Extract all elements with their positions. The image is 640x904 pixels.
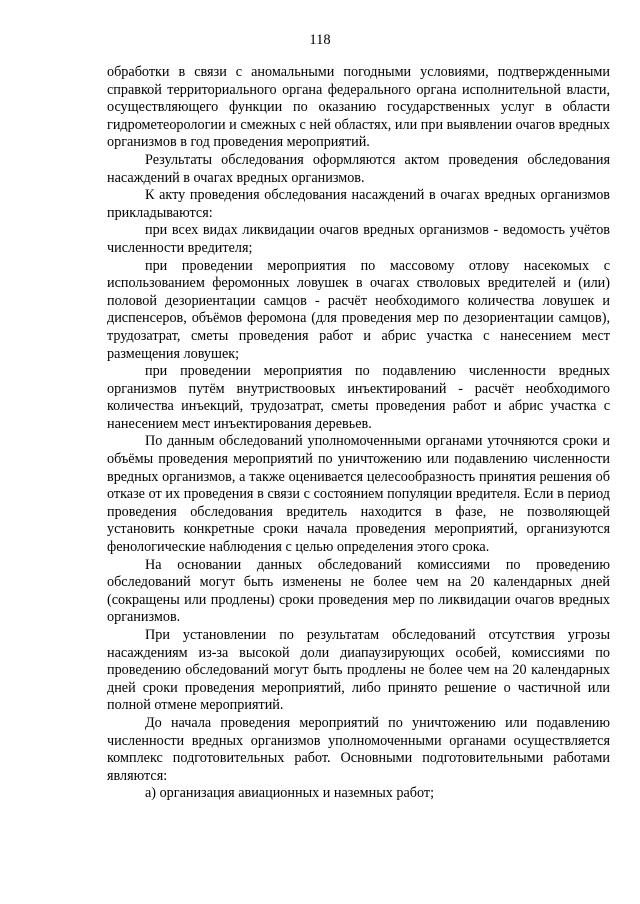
document-body xyxy=(107,64,610,803)
paragraph: обработки в связи с аномальными погодными условиями, подтвержденными справкой территориального органа федерального органа исполнительной власти, осуществляющего функции по оказанию государственных услуг в области гидрометеорологии и смежных с ней областях, или при выявлении очагов вредных организмов в год проведения мероприятий. xyxy=(107,64,610,151)
list-item: при всех видах ликвидации очагов вредных организмов - ведомость учётов численности вредителя; xyxy=(107,222,610,256)
paragraph: Результаты обследования оформляются актом проведения обследования насаждений в очагах вредных организмов. xyxy=(107,151,610,186)
paragraph: К акту проведения обследования насаждений в очагах вредных организмов прикладываются: xyxy=(107,187,610,221)
list-item: при проведении мероприятия по массовому отлову насекомых с использованием феромонных ловушек в очагах стволовых вредителей и (или) половой дезориентации самцов - расчёт необходимого количества ловушек и диспенсеров, объёмов феромона (для проведения мер по дезориентации самцов), трудозатрат, сметы проведения работ и абрис участка с нанесением мест размещения ловушек; xyxy=(107,257,610,362)
list-item: а) организация авиационных и наземных работ; xyxy=(145,785,435,802)
paragraph: По данным обследований уполномоченными органами уточняются сроки и объёмы проведения мероприятий по уничтожению или подавлению численности вредных организмов, а также оценивается целесообразность принятия решения об отказе от их проведения в связи с состоянием популяции вредителя. Если в период проведения обследования вредитель находится в фазе, не позволяющей установить конкретные сроки начала проведения мероприятий, организуются фенологические наблюдения с целью определения этого срока. xyxy=(107,433,610,556)
list-item: при проведении мероприятия по подавлению численности вредных организмов путём внутриствоовых инъектирований - расчёт необходимого количества инъекций, трудозатрат, сметы проведения работ и абрис участка с нанесением мест инъектирования деревьев. xyxy=(107,363,610,432)
paragraph: При установлении по результатам обследований отсутствия угрозы насаждениям из-за высокой доли диапаузирующих особей, комиссиями по проведению обследований могут быть продлены не более чем на 20 календарных дней сроки проведения мероприятий, либо принято решение о частичной или полной отмене мероприятий. xyxy=(107,627,610,714)
paragraph: На основании данных обследований комиссиями по проведению обследований могут быть изменены не более чем на 20 календарных дней (сокращены или продлены) сроки проведения мер по ликвидации очагов вредных организмов. xyxy=(107,556,610,626)
paragraph: До начала проведения мероприятий по уничтожению или подавлению численности вредных организмов уполномоченными органами осуществляется комплекс подготовительных работ. Основными подготовительными работами являются: xyxy=(107,714,610,784)
page-number: 118 xyxy=(309,32,331,48)
